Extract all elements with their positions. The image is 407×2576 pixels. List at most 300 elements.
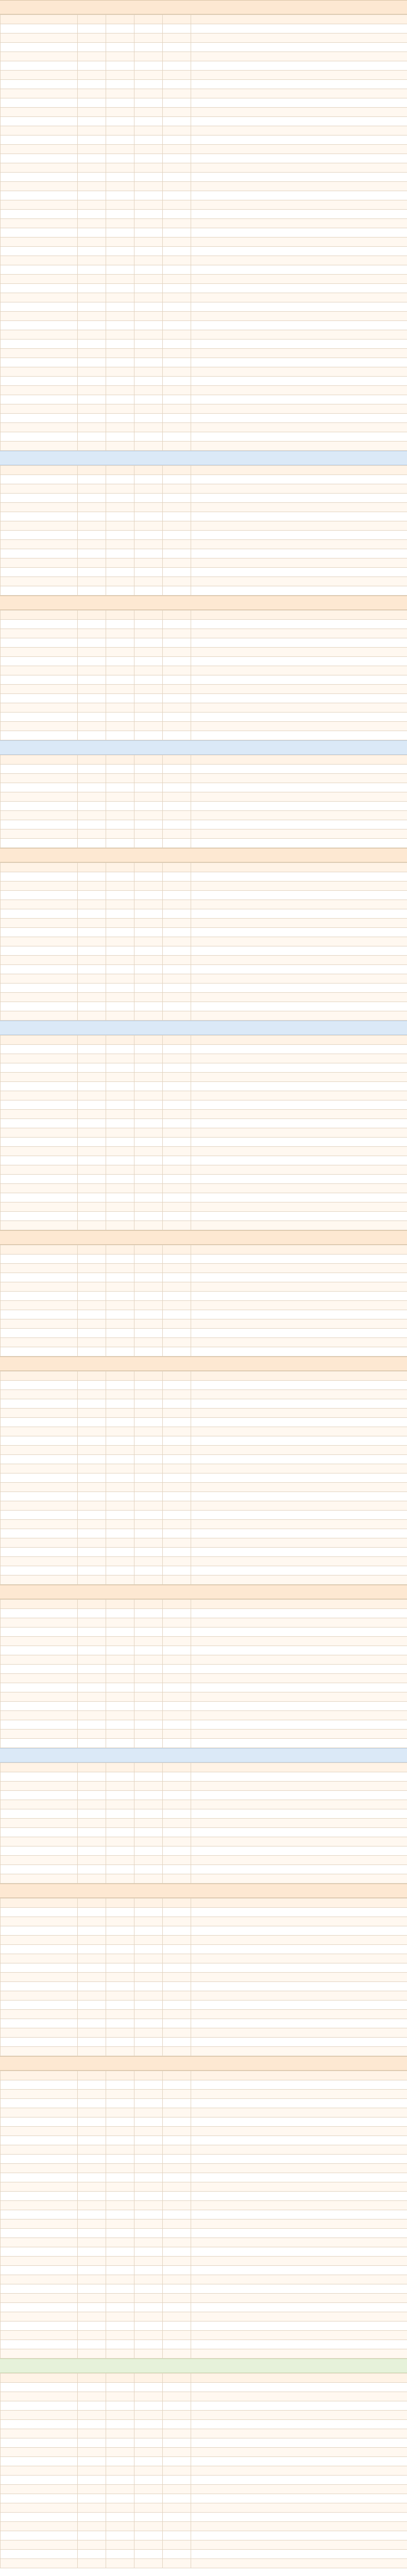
table-cell (163, 900, 191, 909)
table-cell (1, 891, 78, 900)
table-cell (163, 2090, 191, 2099)
table-cell (134, 432, 163, 442)
table-cell (106, 414, 134, 423)
table-cell (78, 1908, 106, 1917)
table-cell (1, 2238, 78, 2247)
table-cell (1, 1538, 78, 1548)
table-cell (1, 1692, 78, 1702)
table-cell (163, 1282, 191, 1292)
table-cell (1, 1720, 78, 1730)
table-cell (106, 882, 134, 891)
table-cell (163, 395, 191, 404)
table-row (1, 2047, 407, 2056)
table-cell (1, 1399, 78, 1409)
table-cell (134, 1538, 163, 1548)
table-cell (106, 586, 134, 596)
table-cell (134, 531, 163, 540)
table-cell (191, 1091, 407, 1100)
table-cell (134, 1711, 163, 1720)
table-cell (1, 2127, 78, 2136)
table-cell (134, 1674, 163, 1683)
table-cell (1, 395, 78, 404)
table-cell (191, 1381, 407, 1390)
table-cell (191, 2028, 407, 2038)
table-cell (78, 1011, 106, 1021)
table-cell (163, 1917, 191, 1926)
table-cell (134, 1165, 163, 1175)
table-cell (134, 1828, 163, 1837)
table-cell (106, 2559, 134, 2568)
column-header (134, 611, 163, 620)
table-cell (191, 2284, 407, 2294)
table-cell (191, 1455, 407, 1464)
table-cell (106, 512, 134, 521)
section-title (0, 596, 407, 610)
table-cell (191, 219, 407, 228)
table-cell (134, 1045, 163, 1054)
table-cell (78, 1409, 106, 1418)
table-cell (78, 238, 106, 247)
column-header (106, 611, 134, 620)
table-cell (106, 33, 134, 43)
table-cell (1, 80, 78, 89)
table-cell (134, 2182, 163, 2192)
table-cell (191, 200, 407, 210)
table-cell (134, 1665, 163, 1674)
table-cell (106, 2284, 134, 2294)
table-cell (106, 2457, 134, 2466)
table-cell (134, 1618, 163, 1628)
table-row (1, 2219, 407, 2229)
table-cell (106, 1945, 134, 1954)
table-row (1, 1683, 407, 1692)
table-row (1, 1926, 407, 1936)
table-cell (191, 549, 407, 558)
table-row (1, 377, 407, 386)
table-cell (163, 1011, 191, 1021)
table-cell (134, 2303, 163, 2312)
table-cell (78, 2247, 106, 2257)
table-row (1, 358, 407, 367)
table-cell (134, 442, 163, 451)
table-cell (1, 1730, 78, 1739)
table-cell (163, 919, 191, 928)
table-cell (1, 586, 78, 596)
table-row (1, 638, 407, 648)
table-cell (106, 1100, 134, 1110)
table-cell (134, 154, 163, 163)
table-cell (1, 1665, 78, 1674)
table-cell (106, 1319, 134, 1329)
table-cell (1, 154, 78, 163)
table-cell (106, 247, 134, 256)
table-row (1, 117, 407, 126)
table-cell (163, 1926, 191, 1936)
table-cell (163, 512, 191, 521)
table-cell (191, 965, 407, 974)
price-table (0, 2373, 407, 2568)
table-cell (191, 1683, 407, 1692)
table-cell (106, 1557, 134, 1566)
table-cell (106, 1846, 134, 1856)
table-cell (1, 956, 78, 965)
table-cell (134, 2340, 163, 2349)
table-cell (134, 210, 163, 219)
table-cell (1, 321, 78, 330)
table-cell (191, 1991, 407, 2001)
table-row (1, 80, 407, 89)
table-cell (106, 1212, 134, 1221)
table-cell (163, 154, 191, 163)
table-cell (106, 1856, 134, 1865)
table-cell (106, 2550, 134, 2559)
table-cell (78, 1390, 106, 1399)
table-cell (78, 558, 106, 568)
table-cell (163, 694, 191, 703)
table-cell (1, 2485, 78, 2494)
table-cell (78, 1100, 106, 1110)
table-cell (106, 993, 134, 1002)
table-cell (106, 2503, 134, 2513)
table-cell (134, 1609, 163, 1618)
table-cell (1, 1874, 78, 1884)
table-cell (134, 191, 163, 200)
table-row (1, 1054, 407, 1063)
table-cell (163, 2303, 191, 2312)
table-cell (191, 1772, 407, 1782)
table-cell (191, 694, 407, 703)
table-cell (1, 1637, 78, 1646)
table-cell (1, 1819, 78, 1828)
table-cell (106, 1054, 134, 1063)
table-cell (163, 1147, 191, 1156)
table-cell (134, 24, 163, 33)
table-row (1, 648, 407, 657)
table-cell (78, 1319, 106, 1329)
table-row (1, 1138, 407, 1147)
table-cell (78, 2266, 106, 2275)
table-cell (134, 1874, 163, 1884)
table-row (1, 349, 407, 358)
table-cell (134, 1720, 163, 1730)
table-cell (106, 974, 134, 984)
column-header (1, 1763, 78, 1772)
table-cell (134, 1381, 163, 1390)
table-cell (1, 475, 78, 484)
table-cell (191, 52, 407, 61)
table-cell (78, 2155, 106, 2164)
table-cell (163, 1791, 191, 1800)
section-title (0, 848, 407, 862)
table-cell (134, 2457, 163, 2466)
table-cell (163, 423, 191, 432)
table-row (1, 2383, 407, 2392)
table-row (1, 2257, 407, 2266)
table-cell (106, 321, 134, 330)
table-row (1, 1329, 407, 1338)
table-cell (191, 1538, 407, 1548)
table-cell (1, 694, 78, 703)
table-row (1, 620, 407, 629)
table-cell (191, 2503, 407, 2513)
table-row (1, 2494, 407, 2503)
table-cell (106, 872, 134, 882)
table-cell (78, 993, 106, 1002)
table-cell (134, 1908, 163, 1917)
table-cell (106, 1455, 134, 1464)
table-cell (134, 494, 163, 503)
table-cell (106, 2485, 134, 2494)
table-cell (106, 2028, 134, 2038)
table-cell (191, 1609, 407, 1618)
table-cell (191, 475, 407, 484)
table-cell (191, 1739, 407, 1748)
column-header (134, 1371, 163, 1381)
table-cell (134, 2257, 163, 2266)
table-cell (78, 503, 106, 512)
table-cell (163, 247, 191, 256)
table-cell (1, 1575, 78, 1585)
column-header (191, 2071, 407, 2080)
table-row (1, 774, 407, 783)
table-cell (1, 1782, 78, 1791)
table-cell (78, 1147, 106, 1156)
table-cell (191, 882, 407, 891)
table-cell (78, 2010, 106, 2019)
table-cell (191, 321, 407, 330)
table-cell (163, 2238, 191, 2247)
table-cell (191, 1566, 407, 1575)
table-cell (191, 820, 407, 829)
table-cell (1, 974, 78, 984)
table-row (1, 2090, 407, 2099)
table-row (1, 1175, 407, 1184)
table-cell (134, 1175, 163, 1184)
table-cell (1, 200, 78, 210)
table-cell (106, 1128, 134, 1138)
table-cell (106, 1002, 134, 1011)
table-row (1, 2028, 407, 2038)
table-cell (106, 1711, 134, 1720)
table-cell (191, 238, 407, 247)
table-cell (134, 1427, 163, 1436)
table-cell (134, 1319, 163, 1329)
column-header (1, 863, 78, 872)
table-cell (191, 1221, 407, 1230)
table-cell (163, 1390, 191, 1399)
table-cell (191, 1119, 407, 1128)
column-header (106, 755, 134, 765)
table-cell (191, 1720, 407, 1730)
table-cell (1, 919, 78, 928)
table-cell (134, 108, 163, 117)
table-cell (78, 1418, 106, 1427)
table-cell (106, 956, 134, 965)
table-cell (191, 2047, 407, 2056)
table-cell (78, 219, 106, 228)
table-cell (134, 1692, 163, 1702)
table-cell (78, 713, 106, 722)
table-cell (1, 802, 78, 811)
table-row (1, 2420, 407, 2429)
table-cell (78, 1399, 106, 1409)
table-cell (1, 1202, 78, 1212)
table-cell (163, 1399, 191, 1409)
table-cell (1, 2010, 78, 2019)
table-cell (78, 1082, 106, 1091)
column-header (134, 2374, 163, 2383)
table-cell (1, 432, 78, 442)
table-row (1, 1319, 407, 1329)
table-row (1, 993, 407, 1002)
table-cell (191, 638, 407, 648)
table-cell (1, 675, 78, 685)
table-cell (1, 909, 78, 919)
table-cell (1, 71, 78, 80)
table-cell (134, 666, 163, 675)
table-cell (134, 820, 163, 829)
table-row (1, 900, 407, 909)
table-cell (134, 2540, 163, 2550)
table-cell (191, 2099, 407, 2108)
table-cell (1, 228, 78, 238)
table-cell (134, 2275, 163, 2284)
column-header (1, 755, 78, 765)
table-cell (191, 2476, 407, 2485)
table-cell (1, 2559, 78, 2568)
table-cell (78, 685, 106, 694)
table-cell (163, 1646, 191, 1655)
table-row (1, 1063, 407, 1073)
table-cell (163, 540, 191, 549)
table-cell (134, 2513, 163, 2522)
table-cell (134, 238, 163, 247)
table-cell (1, 2294, 78, 2303)
table-cell (191, 540, 407, 549)
table-cell (134, 256, 163, 265)
table-cell (106, 1665, 134, 1674)
table-cell (106, 1991, 134, 2001)
table-row (1, 284, 407, 293)
table-cell (106, 648, 134, 657)
table-cell (191, 1282, 407, 1292)
table-row (1, 829, 407, 839)
table-cell (1, 2321, 78, 2331)
table-cell (1, 2047, 78, 2056)
table-cell (78, 2028, 106, 2038)
table-cell (191, 568, 407, 577)
table-cell (1, 512, 78, 521)
table-row (1, 2108, 407, 2117)
table-cell (134, 792, 163, 802)
table-cell (134, 638, 163, 648)
table-cell (163, 722, 191, 731)
table-cell (163, 891, 191, 900)
table-cell (1, 1809, 78, 1819)
table-cell (1, 1618, 78, 1628)
table-cell (134, 783, 163, 792)
table-cell (106, 540, 134, 549)
table-cell (106, 1739, 134, 1748)
table-cell (191, 792, 407, 802)
table-cell (78, 675, 106, 685)
column-header (163, 2374, 191, 2383)
table-row (1, 2010, 407, 2019)
table-cell (78, 2145, 106, 2155)
table-cell (134, 2401, 163, 2411)
table-cell (78, 89, 106, 98)
table-cell (106, 1329, 134, 1338)
table-row (1, 2099, 407, 2108)
table-cell (134, 521, 163, 531)
table-cell (78, 1292, 106, 1301)
table-cell (191, 946, 407, 956)
table-row (1, 163, 407, 173)
table-cell (134, 1646, 163, 1655)
table-cell (163, 521, 191, 531)
table-cell (163, 135, 191, 145)
table-cell (163, 685, 191, 694)
table-row (1, 238, 407, 247)
table-cell (191, 620, 407, 629)
table-cell (134, 993, 163, 1002)
table-cell (163, 191, 191, 200)
table-cell (106, 792, 134, 802)
table-cell (134, 675, 163, 685)
table-cell (1, 2080, 78, 2090)
table-cell (78, 494, 106, 503)
table-cell (106, 238, 134, 247)
table-row (1, 43, 407, 52)
table-cell (191, 2117, 407, 2127)
table-cell (1, 2420, 78, 2429)
table-cell (106, 1483, 134, 1492)
table-cell (1, 2201, 78, 2210)
table-cell (78, 2275, 106, 2284)
table-cell (1, 829, 78, 839)
table-cell (191, 713, 407, 722)
table-cell (163, 312, 191, 321)
table-row (1, 666, 407, 675)
table-cell (78, 2466, 106, 2476)
table-row (1, 2173, 407, 2182)
table-cell (1, 2117, 78, 2127)
table-cell (1, 1002, 78, 1011)
table-cell (163, 2182, 191, 2192)
table-cell (191, 2485, 407, 2494)
table-cell (78, 568, 106, 577)
table-cell (163, 358, 191, 367)
column-header (191, 755, 407, 765)
table-cell (106, 2420, 134, 2429)
table-cell (106, 1548, 134, 1557)
table-row (1, 540, 407, 549)
table-cell (106, 1529, 134, 1538)
table-cell (163, 302, 191, 312)
table-cell (163, 43, 191, 52)
table-cell (191, 909, 407, 919)
table-cell (78, 386, 106, 395)
table-cell (163, 629, 191, 638)
table-cell (134, 648, 163, 657)
table-cell (1, 1674, 78, 1683)
table-cell (1, 1982, 78, 1991)
table-cell (163, 1273, 191, 1282)
table-cell (1, 1221, 78, 1230)
table-row (1, 126, 407, 135)
column-header (191, 863, 407, 872)
table-row (1, 1874, 407, 1884)
